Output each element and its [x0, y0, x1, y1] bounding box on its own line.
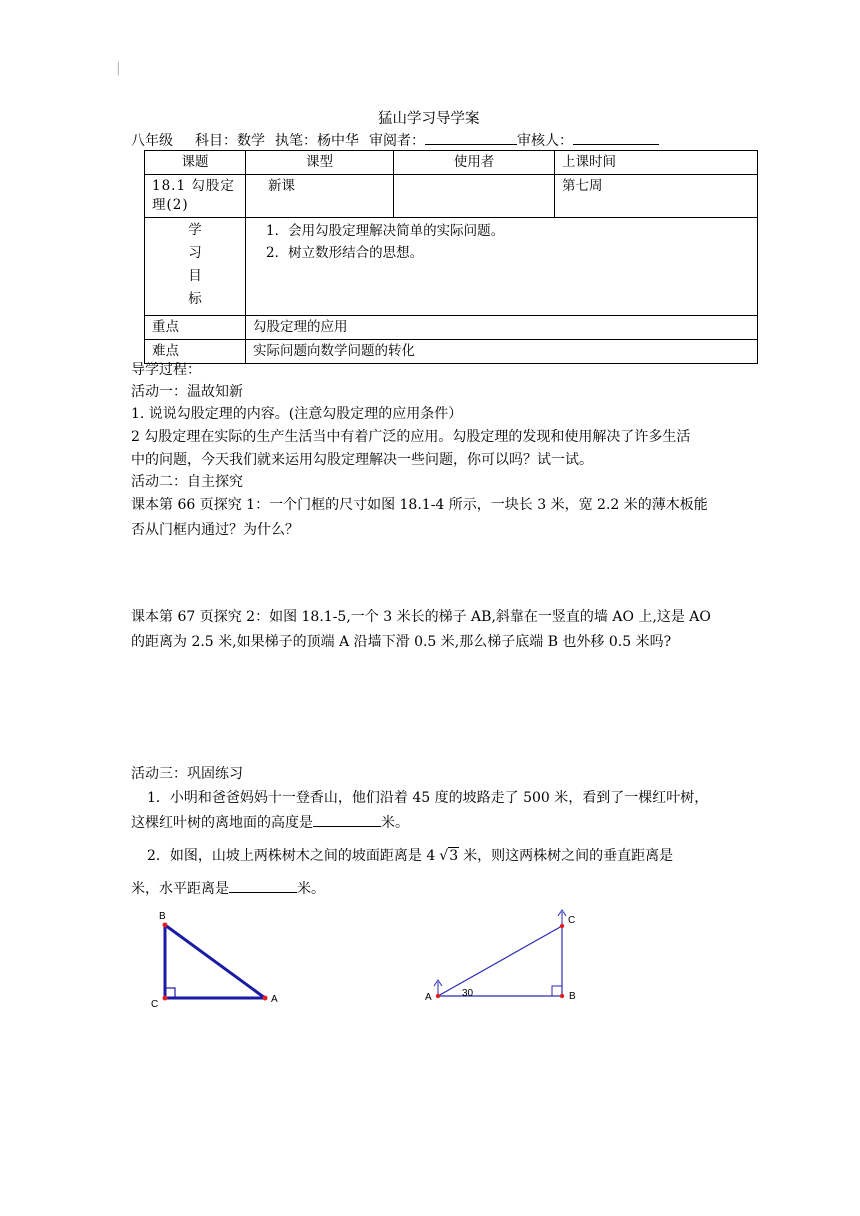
header-mark: | — [116, 60, 121, 76]
goals-label-cell — [145, 218, 246, 316]
activity2-q2-line1: 课本第 67 页探究 2：如图 18.1-5,一个 3 米长的梯子 AB,斜靠在一竖直的墙 AO 上,这是 AO — [131, 609, 711, 625]
goal-item: 2．树立数形结合的思想。 — [266, 245, 424, 261]
figure1-triangle — [140, 905, 300, 1015]
edge-ba — [165, 925, 265, 998]
activity2-q1-line2: 否从门框内通过？为什么？ — [131, 522, 299, 538]
figure2-slope — [420, 900, 600, 1010]
key-label: 重点 — [145, 316, 246, 340]
exercise1-line1: 1．小明和爸爸妈妈十一登香山，他们沿着 45 度的坡路走了 500 米，看到了一棵红叶树， — [147, 790, 709, 806]
goals-cell — [246, 218, 758, 316]
meta-grade: 八年级 — [131, 133, 173, 149]
label-b: B — [569, 991, 576, 1002]
exercise2-line2 — [131, 878, 325, 900]
activity2-q1-line1: 课本第 66 页探究 1：一个门框的尺寸如图 18.1-4 所示，一块长 3 米，宽 2.2 米的薄木板能 — [131, 497, 708, 513]
sqrt-symbol: √3 — [439, 848, 459, 864]
goals-label-char: 习 — [188, 245, 202, 261]
difficulty-label: 难点 — [145, 340, 246, 364]
exercise1-unit: 米。 — [381, 815, 409, 831]
process-title: 导学过程： — [131, 362, 201, 378]
header-cell: 使用者 — [394, 151, 555, 175]
label-a: A — [271, 994, 278, 1005]
label-a: A — [425, 992, 432, 1003]
checker-blank[interactable] — [573, 130, 659, 145]
meta-author: 执笔：杨中华 — [275, 133, 359, 149]
edge-ac — [438, 926, 562, 996]
key-row — [145, 316, 758, 340]
exercise2-line1 — [147, 846, 673, 867]
exercise1-text: 这棵红叶树的离地面的高度是 — [131, 815, 313, 831]
exercise2-text: 2．如图，山坡上两株树木之间的坡面距离是 4 — [147, 848, 436, 864]
label-c: C — [568, 915, 576, 926]
header-cell: 上课时间 — [555, 151, 758, 175]
meta-checker: 审核人： — [517, 133, 573, 149]
meta-subject: 科目：数学 — [195, 133, 265, 149]
key-value: 勾股定理的应用 — [246, 316, 758, 340]
vertex-c — [560, 924, 564, 928]
exercise1-answer-blank[interactable] — [313, 812, 381, 827]
label-c: C — [151, 999, 159, 1010]
vertex-b — [163, 923, 168, 928]
user-cell — [394, 175, 555, 218]
topic-cell: 18.1 勾股定理(2) — [145, 175, 246, 218]
type-cell: 新课 — [246, 175, 394, 218]
table-row — [145, 175, 758, 218]
difficulty-value: 实际问题向数学问题的转化 — [246, 340, 758, 364]
time-cell: 第七周 — [555, 175, 758, 218]
info-table — [144, 150, 758, 364]
activity2-title: 活动二：自主探究 — [131, 474, 243, 490]
header-cell: 课型 — [246, 151, 394, 175]
vertex-b — [560, 994, 564, 998]
goals-row — [145, 218, 758, 316]
table-header-row — [145, 151, 758, 175]
exercise2-answer-blank[interactable] — [229, 878, 297, 893]
header-cell: 课题 — [145, 151, 246, 175]
page-title: 猛山学习导学案 — [378, 111, 480, 127]
exercise2-text-b: 米，则这两株树之间的垂直距离是 — [463, 848, 674, 864]
exercise1-line2 — [131, 812, 409, 834]
tree-c-icon — [558, 910, 566, 926]
goals-label-char: 学 — [188, 222, 202, 238]
meta-line — [131, 130, 659, 150]
goal-item: 1．会用勾股定理解决简单的实际问题。 — [266, 223, 505, 239]
tree-a-icon — [434, 980, 442, 996]
angle-label: 30 — [462, 988, 474, 999]
vertex-c — [163, 996, 168, 1001]
activity1-item2-line1: 2 勾股定理在实际的生产生活当中有着广泛的应用。勾股定理的发现和使用解决了许多生活 — [131, 429, 691, 445]
reviewer-blank[interactable] — [425, 130, 517, 145]
meta-reviewer: 审阅者： — [369, 133, 425, 149]
exercise2-text-c: 米，水平距离是 — [131, 881, 229, 897]
vertex-a — [436, 994, 440, 998]
activity1-item1: 1. 说说勾股定理的内容。(注意勾股定理的应用条件） — [131, 406, 463, 422]
goals-label-char: 标 — [188, 291, 202, 307]
vertex-a — [263, 996, 268, 1001]
sqrt-radicand: 3 — [449, 848, 459, 864]
exercise2-unit: 米。 — [297, 881, 325, 897]
activity2-q2-line2: 的距离为 2.5 米,如果梯子的顶端 A 沿墙下滑 0.5 米,那么梯子底端 B 也外移 0.5 米吗? — [131, 634, 672, 650]
activity1-item2-line2: 中的问题，今天我们就来运用勾股定理解决一些问题，你可以吗？试一试。 — [131, 452, 593, 468]
label-b: B — [159, 911, 166, 922]
activity1-title: 活动一：温故知新 — [131, 384, 243, 400]
difficulty-row — [145, 340, 758, 364]
activity3-title: 活动三：巩固练习 — [131, 766, 243, 782]
goals-label-char: 目 — [188, 268, 202, 284]
